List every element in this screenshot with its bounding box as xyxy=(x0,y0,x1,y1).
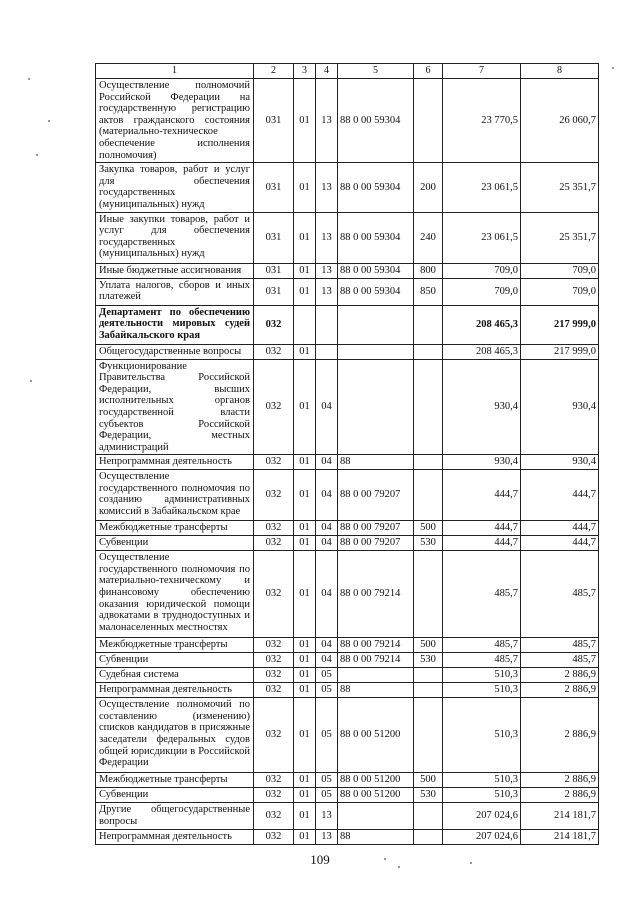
table-row xyxy=(96,278,599,305)
cell-section: 01 xyxy=(294,521,316,536)
cell-expense-type: 530 xyxy=(414,536,443,551)
cell-section: 01 xyxy=(294,455,316,470)
cell-subsection: 05 xyxy=(316,698,338,773)
table-header-row xyxy=(96,64,599,79)
cell-subsection: 13 xyxy=(316,803,338,830)
cell-amount-year-1: 207 024,6 xyxy=(443,830,521,845)
cell-subsection: 04 xyxy=(316,455,338,470)
cell-amount-year-2: 930,4 xyxy=(521,455,599,470)
cell-subsection xyxy=(316,344,338,359)
cell-amount-year-2: 444,7 xyxy=(521,470,599,521)
cell-expense-type xyxy=(414,683,443,698)
column-header: 3 xyxy=(294,64,316,79)
cell-amount-year-2: 2 886,9 xyxy=(521,698,599,773)
cell-amount-year-1: 709,0 xyxy=(443,278,521,305)
budget-table xyxy=(95,63,599,845)
cell-ministry-code: 032 xyxy=(254,698,294,773)
cell-ministry-code: 032 xyxy=(254,521,294,536)
cell-expense-type: 240 xyxy=(414,212,443,263)
cell-subsection: 04 xyxy=(316,470,338,521)
cell-name: Осуществление государственного полномочия по материально-техническому и финансовому обеспечению оказания юридической помощи адвокатами в труднодоступных и малонаселенных местностях xyxy=(96,551,254,638)
scan-speck xyxy=(470,862,472,864)
table-row xyxy=(96,305,599,344)
scan-speck xyxy=(36,154,38,156)
cell-section: 01 xyxy=(294,683,316,698)
cell-section: 01 xyxy=(294,278,316,305)
cell-target-article: 88 0 00 59304 xyxy=(338,212,414,263)
column-header: 2 xyxy=(254,64,294,79)
cell-target-article xyxy=(338,803,414,830)
cell-expense-type xyxy=(414,359,443,455)
scan-speck xyxy=(28,78,30,80)
cell-section: 01 xyxy=(294,773,316,788)
cell-subsection: 05 xyxy=(316,668,338,683)
cell-amount-year-1: 930,4 xyxy=(443,455,521,470)
scan-speck xyxy=(30,380,32,382)
cell-ministry-code: 031 xyxy=(254,79,294,163)
cell-name: Межбюджетные трансферты xyxy=(96,521,254,536)
cell-ministry-code: 032 xyxy=(254,830,294,845)
cell-ministry-code: 032 xyxy=(254,536,294,551)
cell-amount-year-2: 709,0 xyxy=(521,263,599,278)
cell-section: 01 xyxy=(294,163,316,212)
table-row xyxy=(96,521,599,536)
cell-subsection: 04 xyxy=(316,638,338,653)
table-row xyxy=(96,788,599,803)
cell-amount-year-1: 23 061,5 xyxy=(443,212,521,263)
cell-subsection: 04 xyxy=(316,551,338,638)
cell-section: 01 xyxy=(294,212,316,263)
cell-name: Общегосударственные вопросы xyxy=(96,344,254,359)
cell-subsection: 13 xyxy=(316,263,338,278)
cell-target-article: 88 0 00 79207 xyxy=(338,521,414,536)
cell-expense-type: 530 xyxy=(414,653,443,668)
cell-amount-year-1: 709,0 xyxy=(443,263,521,278)
table-row xyxy=(96,163,599,212)
cell-section: 01 xyxy=(294,79,316,163)
cell-ministry-code: 032 xyxy=(254,638,294,653)
cell-section: 01 xyxy=(294,263,316,278)
cell-amount-year-2: 2 886,9 xyxy=(521,773,599,788)
cell-name: Уплата налогов, сборов и иных платежей xyxy=(96,278,254,305)
cell-name: Другие общегосударственные вопросы xyxy=(96,803,254,830)
cell-expense-type xyxy=(414,305,443,344)
cell-name: Субвенции xyxy=(96,536,254,551)
cell-target-article: 88 0 00 51200 xyxy=(338,773,414,788)
cell-name: Субвенции xyxy=(96,653,254,668)
cell-ministry-code: 032 xyxy=(254,668,294,683)
cell-target-article: 88 0 00 59304 xyxy=(338,278,414,305)
cell-target-article xyxy=(338,668,414,683)
cell-amount-year-2: 444,7 xyxy=(521,521,599,536)
cell-ministry-code: 032 xyxy=(254,653,294,668)
cell-ministry-code: 031 xyxy=(254,278,294,305)
cell-target-article: 88 0 00 59304 xyxy=(338,163,414,212)
cell-amount-year-1: 23 061,5 xyxy=(443,163,521,212)
table-row xyxy=(96,455,599,470)
cell-expense-type xyxy=(414,79,443,163)
cell-section: 01 xyxy=(294,638,316,653)
cell-amount-year-1: 510,3 xyxy=(443,668,521,683)
table-row xyxy=(96,668,599,683)
table-row xyxy=(96,773,599,788)
cell-amount-year-2: 214 181,7 xyxy=(521,803,599,830)
cell-name: Функционирование Правительства Российской Федерации, высших исполнительных органов государственной власти субъектов Российской Федерации, местных администраций xyxy=(96,359,254,455)
cell-name: Департамент по обеспечению деятельности мировых судей Забайкальского края xyxy=(96,305,254,344)
cell-expense-type: 500 xyxy=(414,773,443,788)
cell-target-article: 88 0 00 51200 xyxy=(338,698,414,773)
table-row xyxy=(96,470,599,521)
table-row xyxy=(96,551,599,638)
cell-subsection: 13 xyxy=(316,79,338,163)
cell-amount-year-2: 217 999,0 xyxy=(521,305,599,344)
cell-amount-year-2: 26 060,7 xyxy=(521,79,599,163)
cell-amount-year-1: 510,3 xyxy=(443,788,521,803)
cell-subsection: 05 xyxy=(316,773,338,788)
cell-name: Закупка товаров, работ и услуг для обеспечения государственных (муниципальных) нужд xyxy=(96,163,254,212)
cell-expense-type xyxy=(414,668,443,683)
table-body xyxy=(96,64,599,845)
cell-subsection: 05 xyxy=(316,788,338,803)
column-header: 6 xyxy=(414,64,443,79)
cell-amount-year-2: 485,7 xyxy=(521,638,599,653)
cell-amount-year-1: 23 770,5 xyxy=(443,79,521,163)
scan-speck xyxy=(384,858,386,860)
scan-speck xyxy=(398,866,400,868)
cell-amount-year-1: 444,7 xyxy=(443,470,521,521)
cell-name: Субвенции xyxy=(96,788,254,803)
cell-section: 01 xyxy=(294,536,316,551)
scan-speck xyxy=(48,120,50,122)
cell-target-article: 88 0 00 79207 xyxy=(338,536,414,551)
cell-amount-year-2: 485,7 xyxy=(521,653,599,668)
cell-target-article: 88 0 00 51200 xyxy=(338,788,414,803)
cell-ministry-code: 032 xyxy=(254,803,294,830)
cell-amount-year-1: 930,4 xyxy=(443,359,521,455)
cell-expense-type xyxy=(414,470,443,521)
cell-expense-type xyxy=(414,455,443,470)
cell-amount-year-1: 444,7 xyxy=(443,536,521,551)
cell-amount-year-1: 510,3 xyxy=(443,698,521,773)
cell-subsection: 13 xyxy=(316,163,338,212)
cell-ministry-code: 032 xyxy=(254,788,294,803)
cell-amount-year-2: 25 351,7 xyxy=(521,163,599,212)
cell-expense-type xyxy=(414,803,443,830)
table-row xyxy=(96,79,599,163)
column-header: 7 xyxy=(443,64,521,79)
cell-ministry-code: 031 xyxy=(254,212,294,263)
cell-name: Иные бюджетные ассигнования xyxy=(96,263,254,278)
cell-amount-year-2: 214 181,7 xyxy=(521,830,599,845)
cell-amount-year-2: 2 886,9 xyxy=(521,668,599,683)
table-row xyxy=(96,683,599,698)
cell-amount-year-1: 510,3 xyxy=(443,683,521,698)
cell-target-article xyxy=(338,305,414,344)
cell-expense-type: 850 xyxy=(414,278,443,305)
cell-ministry-code: 032 xyxy=(254,305,294,344)
cell-expense-type xyxy=(414,344,443,359)
cell-section: 01 xyxy=(294,470,316,521)
cell-amount-year-1: 444,7 xyxy=(443,521,521,536)
cell-ministry-code: 032 xyxy=(254,683,294,698)
table-row xyxy=(96,803,599,830)
cell-expense-type xyxy=(414,551,443,638)
cell-section: 01 xyxy=(294,344,316,359)
column-header: 4 xyxy=(316,64,338,79)
cell-target-article: 88 0 00 59304 xyxy=(338,263,414,278)
column-header: 1 xyxy=(96,64,254,79)
cell-subsection: 04 xyxy=(316,359,338,455)
cell-amount-year-2: 25 351,7 xyxy=(521,212,599,263)
cell-name: Иные закупки товаров, работ и услуг для обеспечения государственных (муниципальных) нужд xyxy=(96,212,254,263)
table-row xyxy=(96,344,599,359)
cell-target-article: 88 0 00 79214 xyxy=(338,551,414,638)
cell-section: 01 xyxy=(294,359,316,455)
cell-amount-year-1: 485,7 xyxy=(443,551,521,638)
column-header: 5 xyxy=(338,64,414,79)
cell-amount-year-2: 930,4 xyxy=(521,359,599,455)
cell-target-article: 88 0 00 59304 xyxy=(338,79,414,163)
cell-section: 01 xyxy=(294,698,316,773)
cell-ministry-code: 032 xyxy=(254,551,294,638)
cell-amount-year-2: 485,7 xyxy=(521,551,599,638)
cell-amount-year-1: 208 465,3 xyxy=(443,305,521,344)
cell-target-article: 88 0 00 79214 xyxy=(338,638,414,653)
cell-subsection: 04 xyxy=(316,536,338,551)
column-header: 8 xyxy=(521,64,599,79)
cell-ministry-code: 032 xyxy=(254,344,294,359)
cell-ministry-code: 032 xyxy=(254,470,294,521)
cell-section: 01 xyxy=(294,653,316,668)
cell-target-article: 88 0 00 79207 xyxy=(338,470,414,521)
cell-name: Осуществление полномочий Российской Федерации на государственную регистрацию актов гражданского состояния (материально-техническое обеспечение исполнения полномочия) xyxy=(96,79,254,163)
cell-amount-year-2: 444,7 xyxy=(521,536,599,551)
cell-target-article: 88 xyxy=(338,830,414,845)
scan-speck xyxy=(612,67,614,69)
cell-expense-type: 800 xyxy=(414,263,443,278)
cell-subsection: 04 xyxy=(316,653,338,668)
cell-expense-type: 530 xyxy=(414,788,443,803)
cell-amount-year-2: 2 886,9 xyxy=(521,683,599,698)
cell-expense-type xyxy=(414,830,443,845)
cell-expense-type: 200 xyxy=(414,163,443,212)
table-row xyxy=(96,359,599,455)
page-number: 109 xyxy=(310,852,330,867)
cell-target-article: 88 xyxy=(338,683,414,698)
cell-name: Непрограммная деятельность xyxy=(96,683,254,698)
cell-section: 01 xyxy=(294,668,316,683)
cell-ministry-code: 032 xyxy=(254,773,294,788)
cell-name: Осуществление государственного полномочия по созданию административных комиссий в Забайкальском крае xyxy=(96,470,254,521)
cell-target-article xyxy=(338,359,414,455)
cell-amount-year-1: 485,7 xyxy=(443,653,521,668)
cell-subsection: 13 xyxy=(316,212,338,263)
cell-target-article: 88 0 00 79214 xyxy=(338,653,414,668)
cell-ministry-code: 031 xyxy=(254,163,294,212)
cell-amount-year-1: 207 024,6 xyxy=(443,803,521,830)
cell-ministry-code: 031 xyxy=(254,263,294,278)
cell-ministry-code: 032 xyxy=(254,455,294,470)
table-row xyxy=(96,263,599,278)
cell-amount-year-1: 208 465,3 xyxy=(443,344,521,359)
cell-target-article xyxy=(338,344,414,359)
cell-name: Непрограммная деятельность xyxy=(96,455,254,470)
table-row xyxy=(96,830,599,845)
cell-expense-type xyxy=(414,698,443,773)
cell-subsection: 04 xyxy=(316,521,338,536)
cell-subsection: 05 xyxy=(316,683,338,698)
cell-subsection: 13 xyxy=(316,278,338,305)
cell-amount-year-2: 2 886,9 xyxy=(521,788,599,803)
cell-amount-year-1: 510,3 xyxy=(443,773,521,788)
cell-section: 01 xyxy=(294,788,316,803)
table-row xyxy=(96,653,599,668)
cell-subsection: 13 xyxy=(316,830,338,845)
table-row xyxy=(96,212,599,263)
cell-name: Межбюджетные трансферты xyxy=(96,773,254,788)
cell-ministry-code: 032 xyxy=(254,359,294,455)
cell-amount-year-2: 709,0 xyxy=(521,278,599,305)
cell-name: Непрограммная деятельность xyxy=(96,830,254,845)
cell-name: Межбюджетные трансферты xyxy=(96,638,254,653)
table-row xyxy=(96,536,599,551)
cell-subsection xyxy=(316,305,338,344)
table-row xyxy=(96,698,599,773)
cell-amount-year-1: 485,7 xyxy=(443,638,521,653)
cell-target-article: 88 xyxy=(338,455,414,470)
cell-section: 01 xyxy=(294,803,316,830)
cell-section: 01 xyxy=(294,830,316,845)
cell-amount-year-2: 217 999,0 xyxy=(521,344,599,359)
table-row xyxy=(96,638,599,653)
cell-section xyxy=(294,305,316,344)
cell-name: Судебная система xyxy=(96,668,254,683)
cell-section: 01 xyxy=(294,551,316,638)
cell-name: Осуществление полномочий по составлению (изменению) списков кандидатов в присяжные заседатели федеральных судов общей юрисдикции в Российской Федерации xyxy=(96,698,254,773)
cell-expense-type: 500 xyxy=(414,638,443,653)
cell-expense-type: 500 xyxy=(414,521,443,536)
